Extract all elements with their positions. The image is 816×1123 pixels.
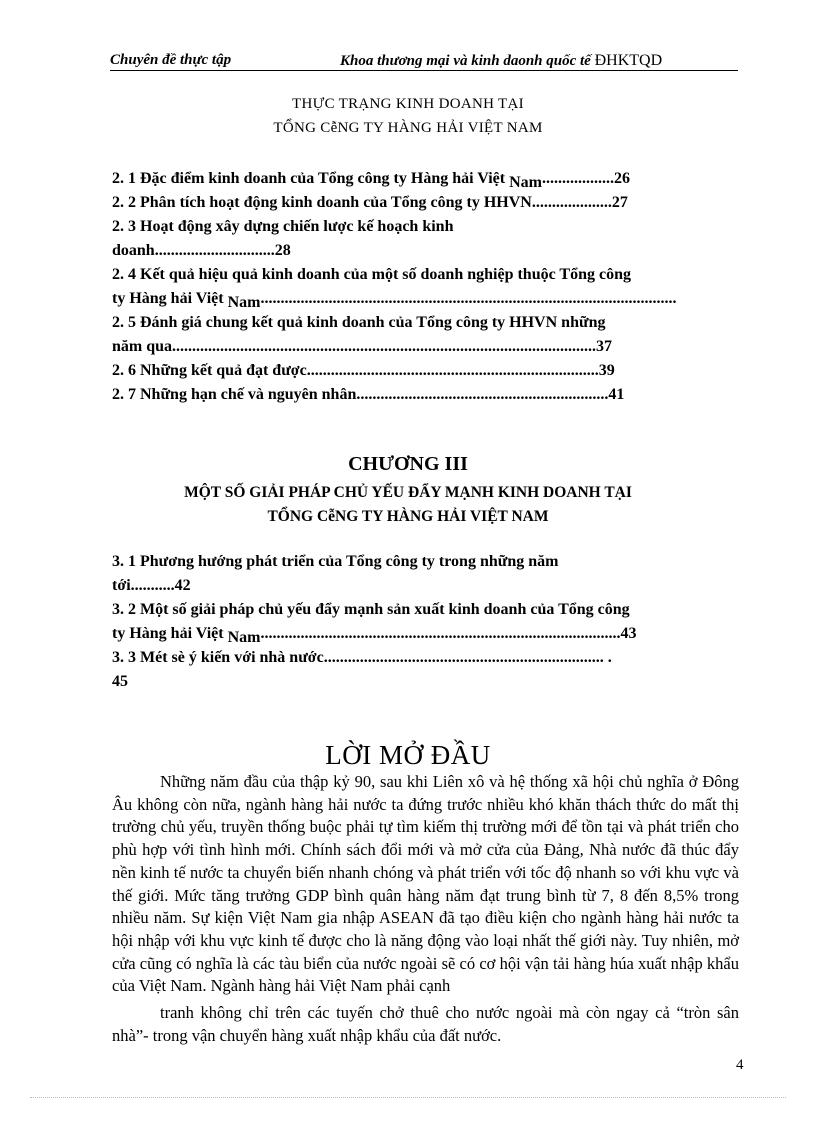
intro-body xyxy=(112,771,739,1047)
toc-entry-text: 3. 3 Mét sè ý kiến với nhà nước...................................................................... . xyxy=(112,649,612,666)
toc-entry-dropped-word: Nam xyxy=(509,174,542,191)
toc-entry-text: 2. 7 Những hạn chế và nguyên nhân...............................................................41 xyxy=(112,386,625,403)
toc-entry-text: ty Hàng hải Việt xyxy=(112,290,228,307)
toc-entry xyxy=(112,670,742,694)
toc-entry xyxy=(112,598,742,622)
toc-entry xyxy=(112,622,742,646)
toc-entry-leader: ..........................................................................................43 xyxy=(260,625,637,642)
toc-chapter3 xyxy=(112,550,742,694)
toc-entry-text: 3. 2 Một số giải pháp chủ yếu đẩy mạnh sản xuất kinh doanh của Tổng công xyxy=(112,601,630,618)
toc-entry xyxy=(112,550,742,574)
toc-entry xyxy=(112,263,742,287)
toc-entry-text: tới...........42 xyxy=(112,577,191,594)
page-bottom-rule xyxy=(30,1097,786,1098)
header-left-text: Chuyên đề thực tập xyxy=(110,52,232,68)
toc-entry xyxy=(112,383,742,407)
section-title-line1: THỰC TRẠNG KINH DOANH TẠI xyxy=(292,96,524,112)
intro-title: LỜI MỞ ĐẦU xyxy=(325,740,491,770)
chapter3-heading: CHƯƠNG III xyxy=(348,453,468,475)
toc-entry-text: 2. 4 Kết quả hiệu quả kinh doanh của một số doanh nghiệp thuộc Tổng công xyxy=(112,266,631,283)
chapter3-subtitle-line2: TỔNG CễNG TY HÀNG HẢI VIỆT NAM xyxy=(267,508,549,525)
toc-chapter2 xyxy=(112,167,742,407)
toc-entry-text: 45 xyxy=(112,673,128,690)
toc-entry-dropped-word: Nam xyxy=(227,294,261,311)
intro-paragraph-1: Những năm đầu của thập kỷ 90, sau khi Liên xô và hệ thống xã hội chủ nghĩa ở Đông Âu không còn nữa, ngành hàng hải nước ta đứng trước nhiều khó khăn thách thức do mất thị trường chủ yếu, truyền thống buộc phải tự tìm kiếm thị trường mới để tồn tại và phát triển cho phù hợp với tình hình mới. Chính sách đổi mới và mở cửa của Đảng, Nhà nước đã thúc đẩy nền kinh tế nước ta chuyển biến nhanh chóng và phát triển với tốc độ nhanh so với khu vực và thế giới. Mức tăng trưởng GDP bình quân hàng năm đạt trung bình từ 7, 8 đến 8,5% trong nhiều năm. Sự kiện Việt Nam gia nhập ASEAN đã tạo điều kiện cho ngành hàng hải nước ta hội nhập với khu vực kinh tế được cho là năng động vào loại nhất thế giới này. Tuy nhiên, mở cửa cũng có nghĩa là các tàu biển của nước ngoài sẽ có cơ hội vận tải hàng húa xuất nhập khẩu của Việt Nam. Ngành hàng hải Việt Nam phải cạnh xyxy=(112,772,739,996)
page-number: 4 xyxy=(736,1057,744,1073)
toc-entry xyxy=(112,191,742,215)
header-faculty: Khoa thương mại và kinh daonh quốc tế xyxy=(340,53,591,69)
toc-entry xyxy=(112,311,742,335)
chapter3-subtitle-line1: MỘT SỐ GIẢI PHÁP CHỦ YẾU ĐẨY MẠNH KINH DOANH TẠI xyxy=(184,484,632,501)
toc-entry-leader: ........................................................................................................ xyxy=(260,290,677,307)
toc-entry-leader: ..................26 xyxy=(542,170,630,187)
toc-entry xyxy=(112,335,742,359)
toc-entry-text: năm qua..........................................................................................................37 xyxy=(112,338,613,355)
header-right-text xyxy=(340,52,662,70)
toc-entry-text: ty Hàng hải Việt xyxy=(112,625,228,642)
toc-entry-text: 2. 3 Hoạt động xây dựng chiến lược kế hoạch kinh xyxy=(112,218,454,235)
header-university: ĐHKTQD xyxy=(594,52,663,69)
running-header xyxy=(110,52,738,71)
toc-entry-dropped-word: Nam xyxy=(227,629,261,646)
toc-entry-text: 2. 2 Phân tích hoạt động kinh doanh của Tổng công ty HHVN....................27 xyxy=(112,194,628,211)
toc-entry-text: 2. 5 Đánh giá chung kết quả kinh doanh của Tổng công ty HHVN những xyxy=(112,314,606,331)
toc-entry xyxy=(112,167,742,191)
toc-entry xyxy=(112,239,742,263)
toc-entry xyxy=(112,287,742,311)
toc-entry xyxy=(112,646,742,670)
toc-entry-text: 2. 1 Đặc điểm kinh doanh của Tổng công ty Hàng hải Việt xyxy=(112,170,510,187)
toc-entry-text: doanh..............................28 xyxy=(112,242,291,259)
toc-entry xyxy=(112,215,742,239)
section-title-line2: TỔNG CễNG TY HÀNG HẢI VIỆT NAM xyxy=(273,120,543,136)
toc-entry xyxy=(112,574,742,598)
toc-entry xyxy=(112,359,742,383)
toc-entry-text: 2. 6 Những kết quả đạt được.........................................................................39 xyxy=(112,362,615,379)
intro-paragraph-2: tranh không chỉ trên các tuyến chở thuê cho nước ngoài mà còn ngay cả “tròn sân nhà”- trong vận chuyển hàng xuất nhập khẩu của đất nước. xyxy=(112,1003,739,1045)
toc-entry-text: 3. 1 Phương hướng phát triển của Tổng công ty trong những năm xyxy=(112,553,559,570)
